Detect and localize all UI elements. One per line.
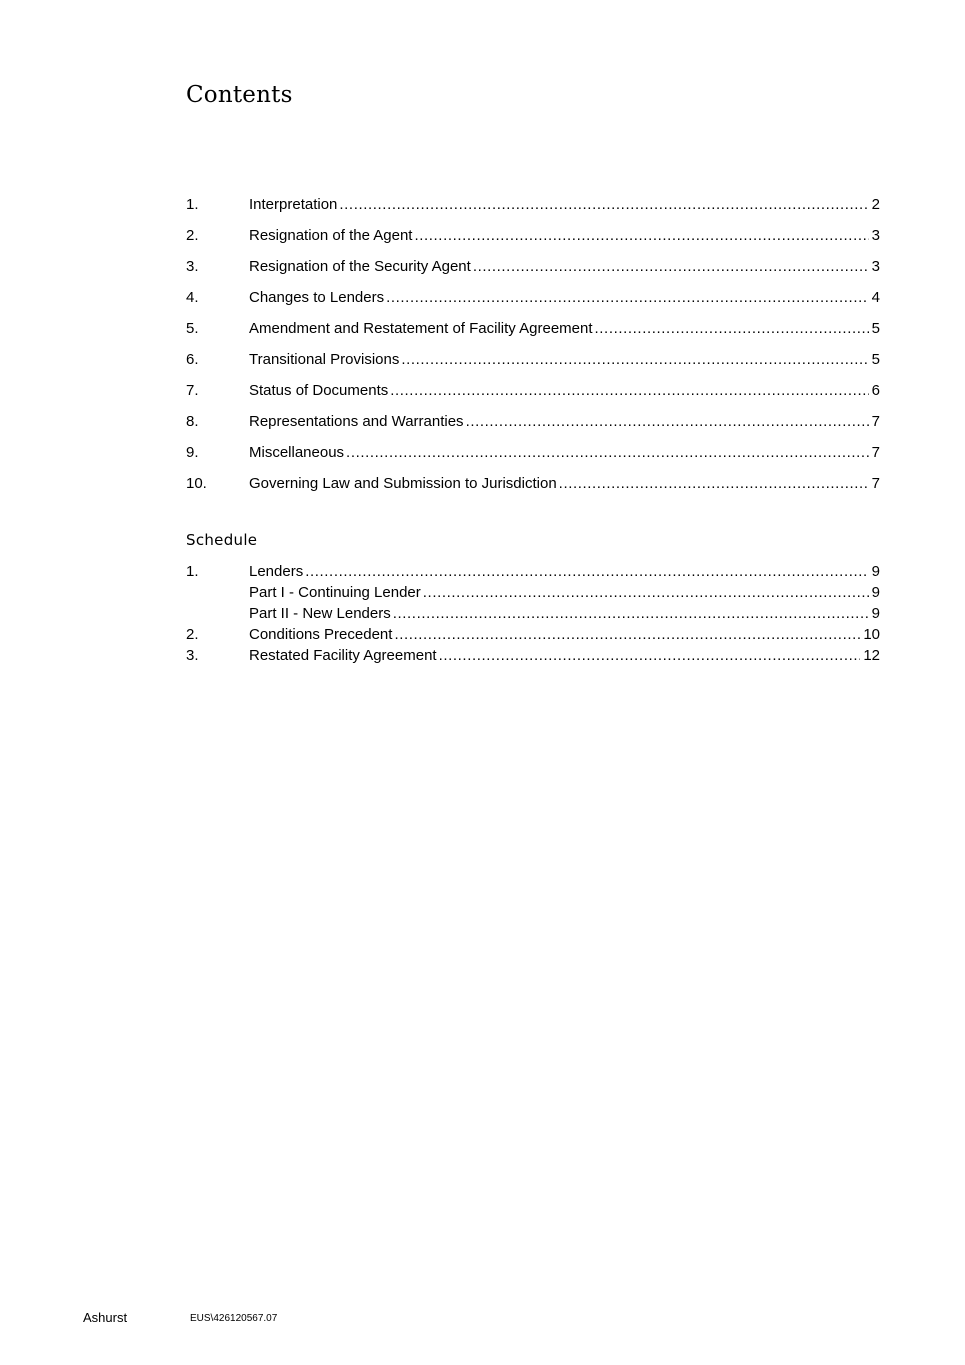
toc-entry[interactable] [186,257,880,288]
toc-entry-number: 9. [186,444,199,461]
schedule-entry-title: Part II - New Lenders [249,605,391,622]
toc-entry-page: 7 [871,444,880,461]
toc-entry[interactable] [186,288,880,319]
dot-leader [305,562,868,582]
toc-entry-title: Amendment and Restatement of Facility Agreement [249,320,593,337]
toc-entry-page: 4 [871,289,880,306]
dot-leader [393,604,869,624]
dot-leader [439,646,861,666]
dot-leader [386,288,869,308]
schedule-entry-page: 9 [871,605,880,622]
toc-entry-page: 5 [871,351,880,368]
toc-entry[interactable] [186,474,880,505]
toc-entry[interactable] [186,381,880,412]
footer-firm-name: Ashurst [83,1310,128,1325]
schedule-entry[interactable] [186,604,880,625]
toc-entry-page: 5 [871,320,880,337]
toc-entry-title: Representations and Warranties [249,413,464,430]
toc-entry-number: 4. [186,289,199,306]
toc-entry-page: 2 [871,196,880,213]
schedule-entry-title: Conditions Precedent [249,626,393,643]
toc-entry-title: Changes to Lenders [249,289,385,306]
schedule-entry-title: Restated Facility Agreement [249,647,437,664]
toc-entry[interactable] [186,319,880,350]
schedule-entry[interactable] [186,625,880,646]
dot-leader [394,625,860,645]
toc-entry-title: Governing Law and Submission to Jurisdiction [249,475,557,492]
schedule-entry[interactable] [186,583,880,604]
toc-entry[interactable] [186,412,880,443]
footer-document-reference: EUS\426120567.07 [190,1313,278,1324]
table-of-contents [186,195,880,505]
toc-entry-title: Resignation of the Security Agent [249,258,471,275]
dot-leader [414,226,868,246]
schedule-entry-number: 1. [186,563,199,580]
schedule-heading: Schedule [186,531,258,549]
schedule-entry-title: Lenders [249,563,304,580]
dot-leader [559,474,869,494]
dot-leader [339,195,868,215]
toc-entry-title: Transitional Provisions [249,351,400,368]
dot-leader [423,583,869,603]
toc-entry-number: 6. [186,351,199,368]
toc-entry-number: 2. [186,227,199,244]
schedule-entry-page: 9 [871,563,880,580]
page-title: Contents [186,82,293,108]
schedule-entry-page: 12 [863,647,880,664]
toc-entry-number: 8. [186,413,199,430]
toc-entry-page: 6 [871,382,880,399]
toc-entry[interactable] [186,195,880,226]
dot-leader [595,319,869,339]
toc-entry[interactable] [186,443,880,474]
schedule-list [186,562,880,667]
schedule-entry-page: 9 [871,584,880,601]
toc-entry-number: 5. [186,320,199,337]
dot-leader [390,381,868,401]
dot-leader [473,257,869,277]
toc-entry-title: Miscellaneous [249,444,345,461]
toc-entry[interactable] [186,226,880,257]
toc-entry-page: 3 [871,258,880,275]
toc-entry-number: 1. [186,196,199,213]
dot-leader [401,350,868,370]
toc-entry-number: 7. [186,382,199,399]
toc-entry-number: 3. [186,258,199,275]
dot-leader [346,443,869,463]
dot-leader [466,412,869,432]
schedule-entry-number: 2. [186,626,199,643]
toc-entry-title: Status of Documents [249,382,389,399]
toc-entry-page: 7 [871,413,880,430]
toc-entry[interactable] [186,350,880,381]
toc-entry-title: Interpretation [249,196,338,213]
schedule-entry-number: 3. [186,647,199,664]
toc-entry-title: Resignation of the Agent [249,227,413,244]
schedule-entry[interactable] [186,562,880,583]
toc-entry-page: 7 [871,475,880,492]
schedule-entry-title: Part I - Continuing Lender [249,584,421,601]
schedule-entry-page: 10 [863,626,880,643]
toc-entry-page: 3 [871,227,880,244]
toc-entry-number: 10. [186,475,207,492]
schedule-entry[interactable] [186,646,880,667]
